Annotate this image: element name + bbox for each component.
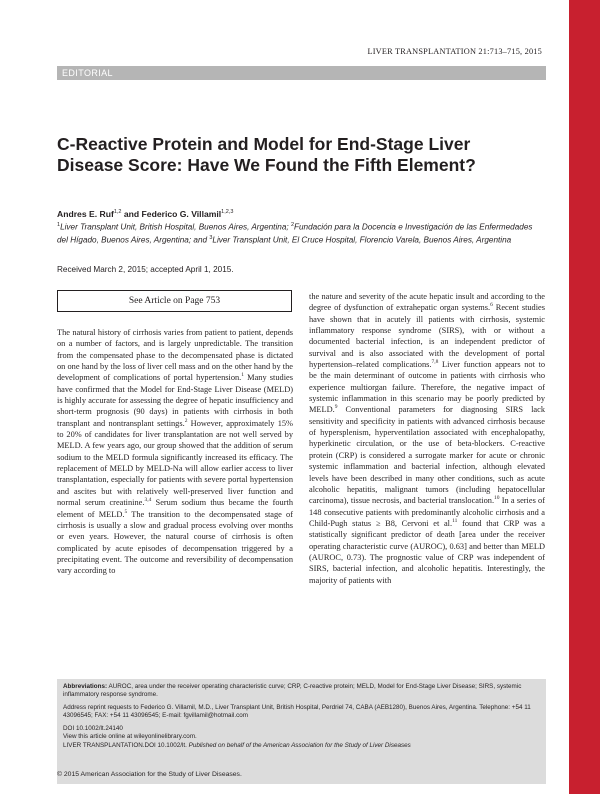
section-label: EDITORIAL [62,68,113,78]
affiliation-text: Liver Transplant Unit, British Hospital, Buenos Aires, Argentina; [60,222,291,232]
author-affiliation-ref: 1,2,3 [221,209,234,216]
body-text: The transition to the decompensated stage of cirrhosis is usually a slow and gradual process evolving over months or even years. However, the natural course of cirrhosis is often complicated by acute episodes of decompensation triggered by a precipitating event. The outcome and reversibility of decompensation vary according to [57,509,293,576]
citation-ref[interactable]: 5 [124,508,128,515]
citation-ref[interactable]: 10 [494,495,500,502]
author-conjunction: and [121,209,142,219]
journal-reference: LIVER TRANSPLANTATION 21:713–715, 2015 [367,47,542,56]
affiliation-number: 3 [209,235,213,242]
body-text: Liver function appears not to be the main determinant of outcome in patients with cirrhosis who experience multiorgan failure. Therefore, the negative impact of systemic inflammation in this scenario may be poorly predicted by MELD. [309,360,546,415]
journal-doi: LIVER TRANSPLANTATION.DOI 10.1002/lt. [63,741,187,749]
body-text: The natural history of cirrhosis varies from patient to patient, depends on a number of factors, and is largely unpredictable. The transition from the compensated phase to the decompensated phase is dictated on one hand by the loss of liver cell mass and on the other hand by the development of complications of portal hypertension. [57,328,293,383]
citation-ref[interactable]: 7,8 [431,359,439,366]
copyright-notice: © 2015 American Association for the Study of Liver Diseases. [57,771,242,778]
citation-ref[interactable]: 9 [334,404,338,411]
affiliation-text: Fundación para la Docencia e Investigación de las Enfermedades del Hígado, Buenos Aires, Argentina; and [57,222,533,245]
citation-ref[interactable]: 6 [490,302,493,309]
affiliation-number: 2 [290,222,294,228]
citation-ref[interactable]: 2 [184,417,188,424]
body-column-left [57,327,293,577]
affiliations [57,220,535,246]
citation-ref[interactable]: 3,4 [144,497,152,504]
citation-ref[interactable]: 1 [241,372,245,379]
body-text: Many studies have confirmed that the Model for End-Stage Liver Disease (MELD) is highly accurate for assessing the degree of hepatic insufficiency and short-term prognosis (90 days) in patients with cirrhosis in both transplant and nontransplant settings. [57,373,293,428]
body-text: Serum sodium thus became the fourth element of MELD. [57,498,293,519]
article-title: C-Reactive Protein and Model for End-Stage Liver Disease Score: Have We Found the Fifth Element? [57,134,476,175]
author-name: Federico G. Villamil [141,209,222,219]
body-column-right [309,291,545,586]
accent-bar [569,0,600,794]
abbreviations-note [63,683,540,699]
online-note[interactable]: View this article online at wileyonlinelibrary.com. [63,733,197,741]
author-list [57,209,233,219]
publisher-text: Published on behalf of the American Association for the Study of Liver Diseases [186,741,411,749]
doi-note[interactable]: DOI 10.1002/lt.24140 [63,725,123,733]
section-band [57,66,546,80]
body-text: In a series of 148 consecutive patients with predominantly alcoholic cirrhosis and a Child-Pugh status ≥ B8, Cervoni et al. [309,496,545,528]
affiliation-number: 1 [57,222,61,228]
abbreviations-text: AUROC, area under the receiver operating characteristic curve; CRP, C-reactive protein; MELD, Model for End-Stage Liver Disease; SIRS, systemic inflammatory response syndrome. [63,683,522,699]
author-affiliation-ref: 1,2 [113,209,122,216]
abbreviations-label: Abbreviations: [63,683,108,690]
author-name: Andres E. Ruf [57,209,114,219]
received-date: Received March 2, 2015; accepted April 1, 2015. [57,265,234,274]
citation-ref[interactable]: 11 [452,518,458,525]
body-text: However, approximately 15% to 20% of candidates for liver transplantation are not well served by MELD. A few years ago, our group showed that the addition of serum sodium to the MELD formula significantly increased its efficacy. The replacement of MELD by MELD-Na will allow earlier access to liver transplantation, especially for patients with severe portal hypertension and ascites but with relatively well-preserved liver function and normal serum creatinine. [57,418,293,508]
affiliation-text: Liver Transplant Unit, El Cruce Hospital, Florencio Varela, Buenos Aires, Argentina [212,235,512,245]
body-text: Conventional parameters for diagnosing SIRS lack sensitivity and specificity in patients with advanced cirrhosis because of hypersplenism, hyperventilation associated with encephalopathy, hyperkinetic circulation, or the use of beta-blockers. C-reactive protein (CRP) is considered a surrogate marker for acute or chronic systemic inflammation and bacterial infection, although elevated levels have been described in many other conditions, such as acute alcoholic hepatitis, malignant tumors (including hepatocellular carcinoma), tissue necrosis, and bacterial translocation. [309,405,545,506]
address-note: Address reprint requests to Federico G. Villamil, M.D., Liver Transplant Unit, British Hospital, Perdriel 74, CABA (AEB1280), Buenos Aires, Argentina. Telephone: +54 11 43096545; FAX: +54 11 43096545; E-mail: fgvillamil@hotmail.com [63,704,531,720]
body-text: Recent studies have shown that in acutely ill patients with cirrhosis, systemic inflammatory response syndrome (SIRS), with or without a documented bacterial infection, is an independent predictor of survival and is also associated with the development of portal hypertension–related complications. [309,303,545,370]
publisher-note [63,742,540,750]
footnote-box [57,679,546,784]
body-text: found that CRP was a statistically significant predictor of death [area under the receiver operating characteristic curve (AUROC), 0.63] and better than MELD (AUROC, 0.73). The prognostic value of CRP was independent of SIRS, bacterial infection, and alcoholic hepatitis. Interestingly, the majority of patients with [309,518,545,585]
body-text: the nature and severity of the acute hepatic insult and according to the degree of dysfunction of extrahepatic organ systems. [309,292,545,313]
see-article-link[interactable]: See Article on Page 753 [57,290,292,312]
